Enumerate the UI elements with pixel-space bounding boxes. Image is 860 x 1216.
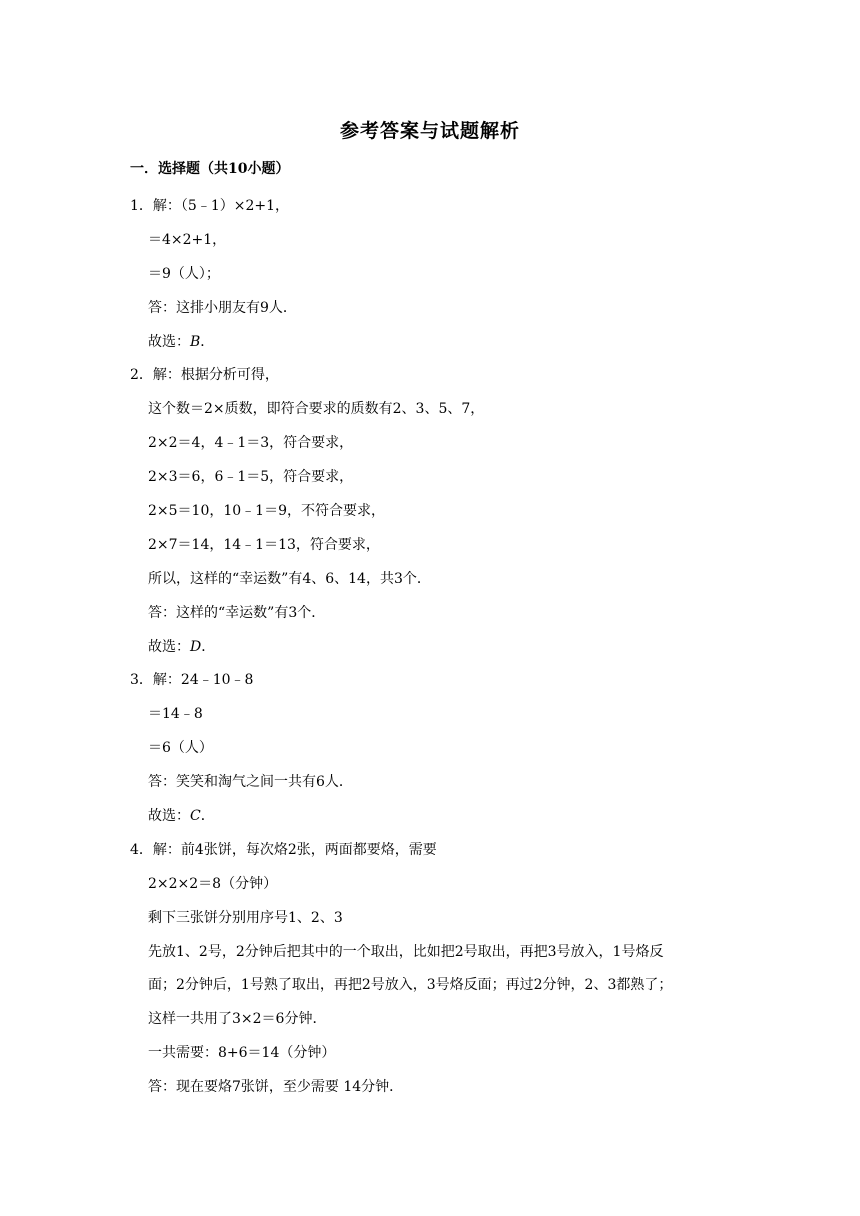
answer-line: 2×3＝6，6﹣1＝5，符合要求， (148, 469, 354, 486)
answer-line: 答：现在要烙7张饼，至少需要 14分钟． (148, 1079, 404, 1096)
question-4-line-1 (130, 834, 750, 868)
answer-line: 这个数＝2×质数，即符合要求的质数有2、3、5、7， (148, 401, 485, 418)
answer-line: 一共需要：8+6＝14（分钟） (148, 1045, 336, 1062)
answer-line: ＝6（人） (148, 740, 213, 757)
answer-content (130, 190, 750, 1105)
question-number: 1． (130, 198, 153, 214)
choice-line: 故选：C． (148, 808, 215, 825)
choice-line: 故选：B． (148, 333, 215, 350)
answer-line: 这样一共用了3×2＝6分钟． (148, 1011, 327, 1028)
answer-line: ＝4×2+1， (148, 231, 227, 248)
answer-line: 2×7＝14，14﹣1＝13，符合要求， (148, 536, 380, 553)
answer-line: 2×2＝4，4﹣1＝3，符合要求， (148, 435, 354, 452)
question-number: 3． (130, 672, 153, 689)
choice-line: 故选：D． (148, 638, 216, 655)
question-number: 4． (130, 841, 153, 858)
answer-text: 解：根据分析可得， (152, 367, 279, 384)
answer-line: 2×2×2＝8（分钟） (148, 875, 278, 892)
answer-text: 解：前4张饼，每次烙2张，两面都要烙，需要 (152, 841, 437, 858)
answer-line: 面；2分钟后，1号熟了取出，再把2号放入，3号烙反面；再过2分钟，2、3都熟了； (148, 977, 673, 994)
question-2-line-1 (130, 359, 750, 393)
choice-letter: B (190, 333, 201, 350)
answer-text: 解：24﹣10﹣8 (152, 672, 254, 689)
answer-line: ＝9（人）； (148, 265, 220, 282)
question-3-line-1 (130, 664, 750, 698)
question-1-line-1 (130, 190, 750, 224)
section-heading: 一．选择题（共10小题） (130, 161, 290, 177)
choice-letter: D (190, 638, 202, 655)
question-number: 2． (130, 367, 153, 384)
answer-line: ＝14﹣8 (148, 706, 203, 723)
answer-line: 剩下三张饼分别用序号1、2、3 (148, 909, 343, 926)
answer-line: 先放1、2号，2分钟后把其中的一个取出，比如把2号取出，再把3号放入，1号烙反 (148, 943, 664, 960)
answer-line: 答：笑笑和淘气之间一共有6人． (148, 774, 353, 791)
answer-line: 所以，这样的“幸运数”有4、6、14，共3个． (148, 570, 431, 587)
answer-line: 2×5＝10，10﹣1＝9，不符合要求， (148, 503, 385, 520)
answer-text: 解：（5﹣1）×2+1， (152, 198, 290, 214)
choice-letter: C (190, 808, 201, 825)
page-title: 参考答案与试题解析 (339, 120, 520, 142)
answer-line: 答：这样的“幸运数”有3个． (148, 604, 326, 621)
answer-line: 答：这排小朋友有9人． (148, 299, 297, 316)
